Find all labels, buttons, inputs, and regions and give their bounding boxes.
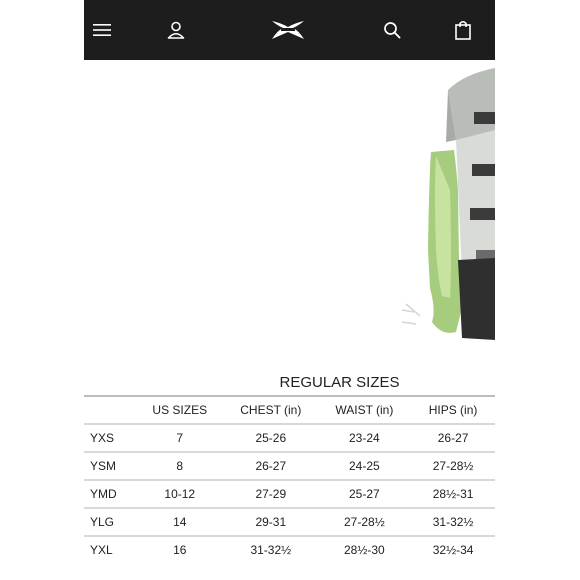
size-chart-title: REGULAR SIZES — [279, 374, 400, 391]
size-chart-header-row — [84, 396, 495, 424]
size-chart-table — [84, 395, 495, 563]
hips-cell: 27-28½ — [411, 452, 495, 480]
size-label: YLG — [84, 508, 135, 536]
waist-cell: 23-24 — [318, 424, 412, 452]
waist-cell: 27-28½ — [318, 508, 412, 536]
us-size-cell: 7 — [135, 424, 224, 452]
user-account-icon[interactable] — [160, 14, 192, 46]
chest-cell: 29-31 — [224, 508, 318, 536]
size-label: YMD — [84, 480, 135, 508]
header-cell-corner — [84, 396, 135, 424]
hips-cell: 31-32½ — [411, 508, 495, 536]
top-navigation-bar — [84, 0, 495, 60]
chest-cell: 25-26 — [224, 424, 318, 452]
under-armour-logo[interactable] — [268, 14, 308, 46]
us-size-cell: 10-12 — [135, 480, 224, 508]
hips-cell: 26-27 — [411, 424, 495, 452]
table-row — [84, 424, 495, 452]
table-row — [84, 536, 495, 563]
us-size-cell: 16 — [135, 536, 224, 563]
header-us-sizes: US SIZES — [135, 396, 224, 424]
table-row — [84, 452, 495, 480]
waist-cell: 25-27 — [318, 480, 412, 508]
header-hips: HIPS (in) — [411, 396, 495, 424]
hips-cell: 28½-31 — [411, 480, 495, 508]
product-size-guide-screen — [84, 0, 495, 580]
hamburger-menu-icon[interactable] — [86, 14, 118, 46]
model-product-image — [84, 60, 495, 360]
table-row — [84, 480, 495, 508]
shopping-bag-icon[interactable] — [447, 14, 479, 46]
chest-cell: 26-27 — [224, 452, 318, 480]
hips-cell: 32½-34 — [411, 536, 495, 563]
model-arm-shirt-image — [84, 60, 495, 360]
waist-cell: 28½-30 — [318, 536, 412, 563]
us-size-cell: 8 — [135, 452, 224, 480]
waist-cell: 24-25 — [318, 452, 412, 480]
us-size-cell: 14 — [135, 508, 224, 536]
size-label: YXS — [84, 424, 135, 452]
chest-cell: 31-32½ — [224, 536, 318, 563]
table-row — [84, 508, 495, 536]
search-icon[interactable] — [376, 14, 408, 46]
chest-cell: 27-29 — [224, 480, 318, 508]
size-label: YXL — [84, 536, 135, 563]
header-chest: CHEST (in) — [224, 396, 318, 424]
header-waist: WAIST (in) — [318, 396, 412, 424]
size-label: YSM — [84, 452, 135, 480]
